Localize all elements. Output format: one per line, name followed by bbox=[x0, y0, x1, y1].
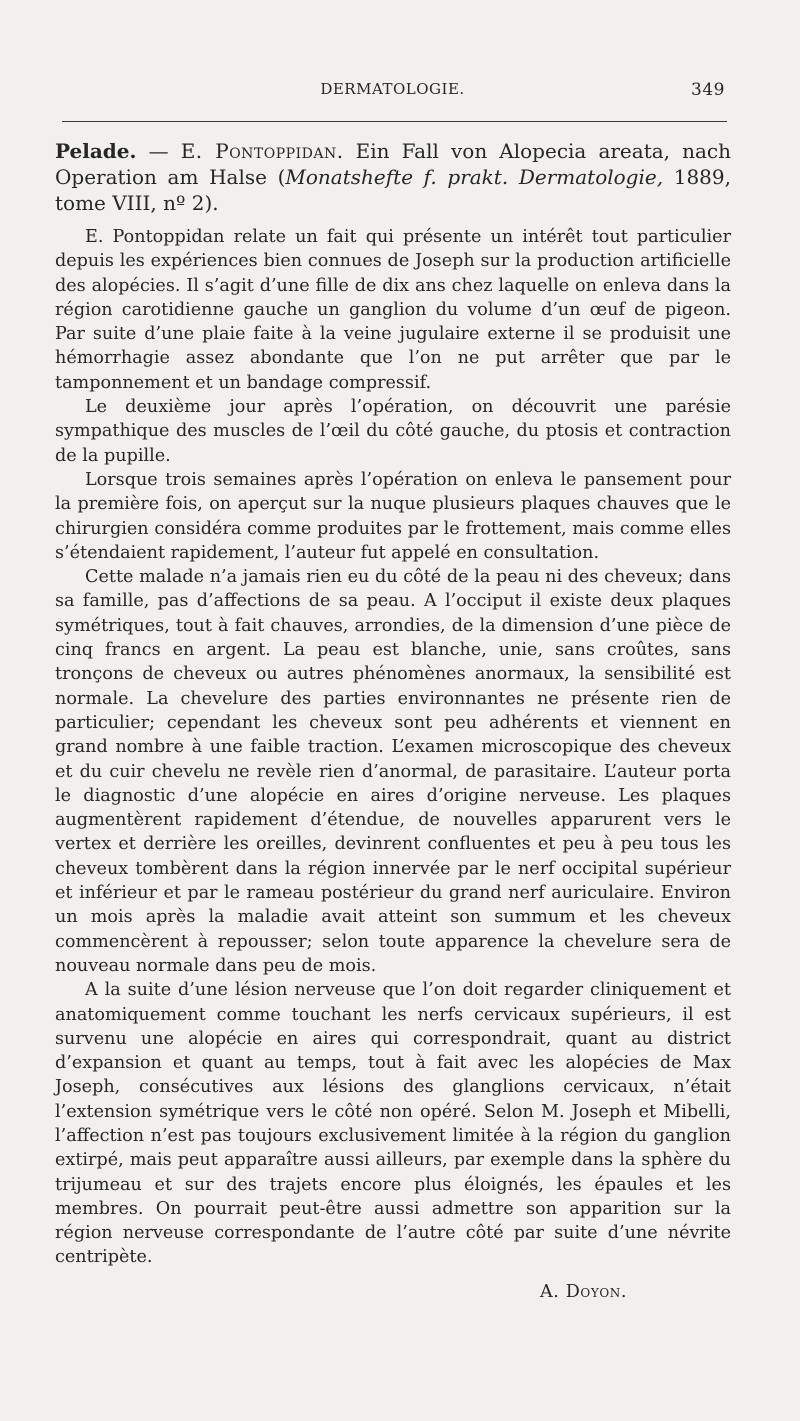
page-number: 349 bbox=[691, 80, 725, 100]
article-body bbox=[55, 138, 731, 1270]
citation-details: 1889, tome VIII, nº 2). bbox=[55, 165, 731, 215]
paragraph: Le deuxième jour après l’opération, on découvrit une parésie sympathique des muscles de l’œil du côté gauche, du ptosis et contraction de la pupille. bbox=[55, 397, 731, 466]
paragraph: E. Pontoppidan relate un fait qui présente un intérêt tout particulier depuis les expériences bien connues de Joseph sur la production artificielle des alopécies. Il s’agit d’une fille de dix ans chez laquelle on enleva dans la région carotidienne gauche un ganglion du volume d’un œuf de pigeon. Par suite d’une plaie faite à la veine jugulaire externe il se produisit une hémorrhagie assez abondante que l’on ne put arrêter que par le tamponnement et un bandage compressif. bbox=[55, 227, 731, 393]
journal-name: Monatshefte f. prakt. Dermatologie, bbox=[285, 165, 664, 189]
running-title: DERMATOLOGIE. bbox=[320, 80, 465, 98]
subject-label: Pelade. bbox=[55, 139, 137, 163]
signature-surname: Doyon. bbox=[565, 1282, 628, 1302]
paragraph: A la suite d’une lésion nerveuse que l’on doit regarder cliniquement et anatomiquement comme touchant les nerfs cervicaux supérieurs, il est survenu une alopécie en aires qui correspondrait, quant au district d’expansion et quant au temps, tout à fait avec les alopécies de Max Joseph, consécutives aux lésions des glanglions cervicaux, n’était l’extension symétrique vers le côté non opéré. Selon M. Joseph et Mibelli, l’affection n’est pas toujours exclusivement limitée à la région du ganglion extirpé, mais peut apparaître aussi ailleurs, par exemple dans la sphère du trijumeau et sur des trajets encore plus éloignés, les épaules et les membres. On pourrait peut-être aussi admettre son apparition sur la région nerveuse correspondante de l’autre côté par suite d’une névrite centripète. bbox=[55, 980, 731, 1268]
running-header bbox=[60, 80, 725, 106]
article-title: Ein Fall von Alopecia areata, nach Operation am Halse ( bbox=[55, 139, 732, 189]
signature bbox=[540, 1282, 627, 1302]
author-name: E. Pontoppidan. bbox=[180, 139, 344, 163]
heading-separator: — bbox=[136, 139, 181, 163]
paragraph: Lorsque trois semaines après l’opération on enleva le pansement pour la première fois, on aperçut sur la nuque plusieurs plaques chauves que le chirurgien considéra comme produites par le frottement, mais comme elles s’étendaient rapidement, l’auteur fut appelé en consultation. bbox=[55, 469, 731, 563]
paragraph: Cette malade n’a jamais rien eu du côté de la peau ni des cheveux; dans sa famille, pas d’affections de sa peau. A l’occiput il existe deux plaques symétriques, tout à fait chauves, arrondies, de la dimension d’une pièce de cinq francs en argent. La peau est blanche, unie, sans croûtes, sans tronçons de cheveux ou autres phénomènes anormaux, la sensibilité est normale. La chevelure des parties environnantes ne présente rien de particulier; cependant les cheveux sont peu adhérents et viennent en grand nombre à une faible traction. L’examen microscopique des cheveux et du cuir chevelu ne revèle rien d’anormal, de parasitaire. L’auteur porta le diagnostic d’une alopécie en aires d’origine nerveuse. Les plaques augmentèrent rapidement d’étendue, de nouvelles apparurent vers le vertex et derrière les oreilles, devinrent confluentes et peu à peu tous les cheveux tombèrent dans la région innervée par le nerf occipital supérieur et inférieur et par le rameau postérieur du grand nerf auriculaire. Environ un mois après la maladie avait atteint son summum et les cheveux commencèrent à repousser; selon toute apparence la chevelure sera de nouveau normale dans peu de mois. bbox=[55, 567, 731, 976]
header-rule bbox=[62, 121, 727, 122]
article-heading bbox=[55, 138, 731, 216]
signature-initial: A. bbox=[540, 1282, 560, 1302]
